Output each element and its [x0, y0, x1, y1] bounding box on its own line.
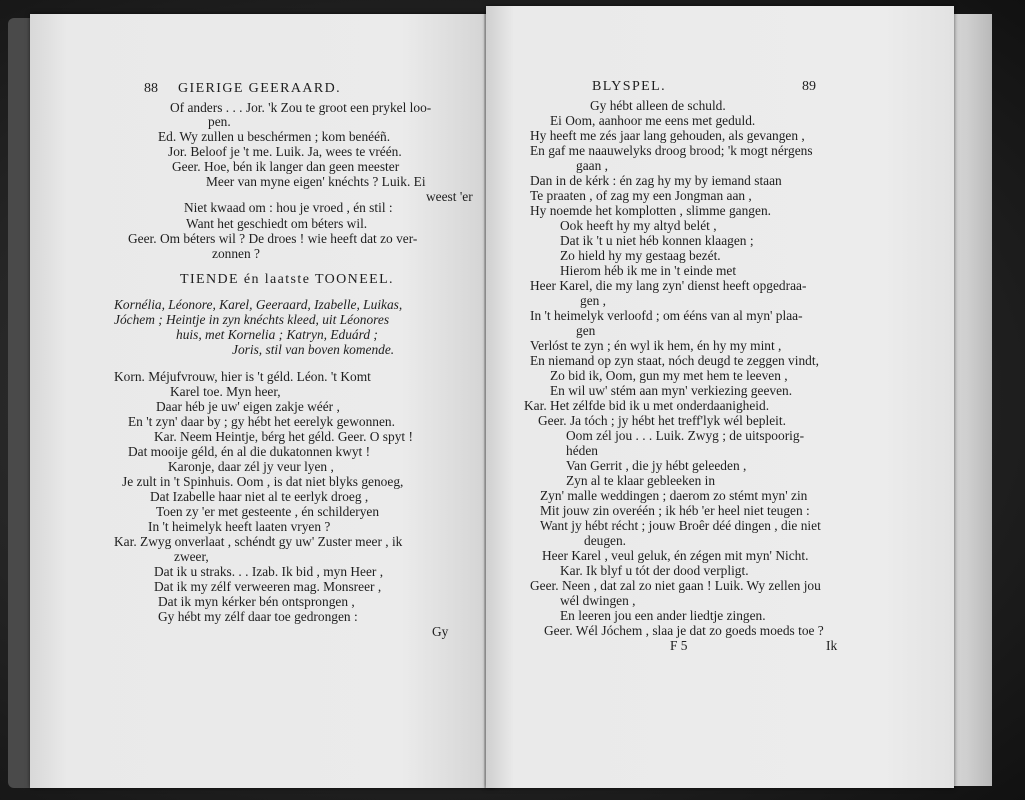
running-head: BLYSPEL. — [592, 79, 666, 94]
text-line: Niet kwaad om : hou je vroed , én stil : — [184, 200, 393, 215]
text-line: Kar. Zwyg onverlaat , schéndt gy uw' Zuster meer , ik — [114, 534, 403, 549]
text-line: Hierom héb ik me in 't einde met — [560, 263, 737, 278]
text-line: Dat ik 't u niet héb konnen klaagen ; — [560, 233, 754, 248]
text-line: Want jy hébt récht ; jouw Broêr déé dingen , die niet — [540, 518, 821, 533]
text-line: Geer. Hoe, bén ik langer dan geen meester — [172, 159, 400, 174]
right-page — [486, 6, 954, 788]
text-line: wél dwingen , — [560, 593, 636, 608]
catchword: Ik — [826, 638, 838, 653]
text-line: Kar. Neem Heintje, bérg het géld. Geer. O spyt ! — [154, 429, 413, 444]
text-line: gaan , — [576, 158, 608, 173]
left-page — [30, 14, 495, 788]
text-line: En gaf me naauwelyks droog brood; 'k mogt nérgens — [530, 143, 813, 158]
text-line: gen , — [580, 293, 607, 308]
text-line: zweer, — [174, 549, 209, 564]
text-line: Ed. Wy zullen u beschérmen ; kom benééñ. — [158, 129, 391, 144]
text-line: Daar héb je uw' eigen zakje wéér , — [156, 399, 340, 414]
stage-direction-line: Joris, stil van boven komende. — [232, 342, 395, 357]
text-line: En niemand op zyn staat, nóch deugd te zeggen vindt, — [530, 353, 819, 368]
page-number: 88 — [144, 81, 158, 96]
text-line: deugen. — [584, 533, 627, 548]
text-line: pen. — [208, 114, 231, 129]
text-line: In 't heimelyk verloofd ; om ééns van al myn' plaa- — [530, 308, 803, 323]
text-line: Kar. Ik blyf u tót der dood verpligt. — [560, 563, 749, 578]
text-line: Jor. Beloof je 't me. Luik. Ja, wees te vréén. — [168, 144, 402, 159]
text-line: Heer Karel, die my lang zyn' dienst heeft opgedraa- — [530, 278, 807, 293]
text-line: Je zult in 't Spinhuis. Oom , is dat niet blyks genoeg, — [122, 474, 404, 489]
text-line: Dat ik u straks. . . Izab. Ik bid , myn Heer , — [154, 564, 384, 579]
text-line: Zo hield hy my gestaag bezét. — [560, 248, 721, 263]
text-line: Geer. Ja tóch ; jy hébt het treff'lyk wél bepleit. — [538, 413, 786, 428]
text-line: Dat mooije géld, én al die dukatonnen kwyt ! — [128, 444, 371, 459]
text-line: Zyn al te klaar gebleeken in — [566, 473, 716, 488]
text-line: En leeren jou een ander liedtje zingen. — [560, 608, 766, 623]
text-line: Ook heeft hy my altyd belét , — [560, 218, 717, 233]
text-line: En wil uw' stém aan myn' verkiezing geeven. — [550, 383, 793, 398]
running-head: GIERIGE GEERAARD. — [178, 81, 342, 96]
signature-mark: F 5 — [670, 638, 688, 653]
text-line: Heer Karel , veul geluk, én zégen mit myn' Nicht. — [542, 548, 809, 563]
text-line: Geer. Neen , dat zal zo niet gaan ! Luik. Wy zellen jou — [530, 578, 821, 593]
text-line: Gy hébt my zélf daar toe gedrongen : — [158, 609, 358, 624]
text-line: Dat ik my zélf verweeren mag. Monsreer , — [154, 579, 382, 594]
text-line: Mit jouw zin overéén ; ik héb 'er heel niet teugen : — [540, 503, 810, 518]
catchword: Gy — [432, 624, 449, 639]
text-line: gen — [576, 323, 596, 338]
text-line: Hy noemde het komplotten , slimme gangen. — [530, 203, 771, 218]
text-line: In 't heimelyk heeft laaten vryen ? — [148, 519, 331, 534]
text-line: zonnen ? — [212, 246, 260, 261]
stage-direction-line: huis, met Kornelia ; Katryn, Eduárd ; — [176, 327, 378, 342]
text-line: Oom zél jou . . . Luik. Zwyg ; de uitspoorig- — [566, 428, 805, 443]
text-line: Geer. Om béters wil ? De droes ! wie heeft dat zo ver- — [128, 231, 418, 246]
text-line: Van Gerrit , die jy hébt geleeden , — [566, 458, 747, 473]
text-line: Karonje, daar zél jy veur lyen , — [168, 459, 334, 474]
text-line: Gy hébt alleen de schuld. — [590, 98, 726, 113]
text-line: Want het geschiedt om béters wil. — [186, 216, 368, 231]
text-line: Dat Izabelle haar niet al te eerlyk droeg , — [150, 489, 369, 504]
text-line: Dan in de kérk : én zag hy my by iemand staan — [530, 173, 782, 188]
text-line: Verlóst te zyn ; én wyl ik hem, én hy my mint , — [530, 338, 782, 353]
text-line: Meer van myne eigen' knéchts ? Luik. Ei — [206, 174, 426, 189]
text-line: Geer. Wél Jóchem , slaa je dat zo goeds moeds toe ? — [544, 623, 824, 638]
text-line: Of anders . . . Jor. 'k Zou te groot een prykel loo- — [170, 100, 432, 115]
text-line: Te praaten , of zag my een Jongman aan , — [530, 188, 752, 203]
page-number: 89 — [802, 79, 816, 94]
text-line: Kar. Het zélfde bid ik u met onderdaanigheid. — [524, 398, 770, 413]
text-line: Dat ik myn kérker bén ontsprongen , — [158, 594, 355, 609]
stage-direction-line: Jóchem ; Heintje in zyn knéchts kleed, uit Léonores — [114, 312, 390, 327]
stage-direction-line: Kornélia, Léonore, Karel, Geeraard, Izabelle, Luikas, — [114, 297, 403, 312]
text-line: Hy heeft me zés jaar lang gehouden, als gevangen , — [530, 128, 805, 143]
text-line: Korn. Méjufvrouw, hier is 't géld. Léon. 't Komt — [114, 369, 371, 384]
text-line: Toen zy 'er met gesteente , én schilderyen — [156, 504, 380, 519]
text-line: héden — [566, 443, 598, 458]
text-line: En 't zyn' daar by ; gy hébt het eerelyk gewonnen. — [128, 414, 395, 429]
text-line: Karel toe. Myn heer, — [170, 384, 281, 399]
text-line: Zo bid ik, Oom, gun my met hem te leeven , — [550, 368, 788, 383]
scene-heading: TIENDE én laatste TOONEEL. — [180, 272, 394, 287]
text-line: Ei Oom, aanhoor me eens met geduld. — [550, 113, 756, 128]
text-line: weest 'er — [426, 189, 473, 204]
text-line: Zyn' malle weddingen ; daerom zo stémt myn' zin — [540, 488, 808, 503]
